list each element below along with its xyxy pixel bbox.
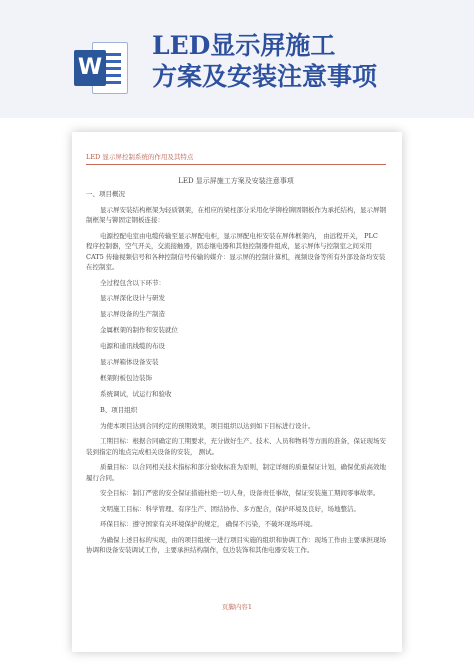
document-title: LED 显示屏施工方案及安装注意事项 xyxy=(178,177,294,185)
paragraph-10: 为确保上述目标的实现，由的项目组统一进行项目实施的组织和协调工作：现场工作由主要承担现场协调和设备安装调试工作，主要承担结构制作，包边装饰和其他电器安装工作。 xyxy=(86,535,386,554)
paragraph-6: 质量目标：以合同相关技术指标和部分验收标准为原则，制定详细的质量保证计划，确保优质高效地履行合同。 xyxy=(86,463,386,482)
document-body xyxy=(86,176,386,561)
page-footer: 页脚内容1 xyxy=(221,603,253,611)
list-item: 框架附板包边装饰 xyxy=(100,374,152,382)
paragraph-8: 文明施工目标：科学管理、有序生产、团结协作、多方配合，保护环境及良好，场地整洁。 xyxy=(100,504,360,513)
list-item: 电源和通讯线缆的布设 xyxy=(100,342,165,350)
section-heading-1: 一、项目概况 xyxy=(86,190,125,198)
list-item: 金属框架的制作和安装就位 xyxy=(100,326,178,334)
list-item: 系统调试，试运行和验收 xyxy=(100,390,172,398)
page-header: LED 显示屏控制系统的作用及其特点 xyxy=(86,152,386,165)
paragraph-9: 环保目标：遵守国家有关环境保护的规定， 确保不污染，不破坏现场环境。 xyxy=(100,520,317,528)
word-document-icon xyxy=(74,42,128,94)
paragraph-2: 电源控配电室由电缆传输至显示屏配电柜，显示屏配电柜安装在屏体框架内， 由远程开关， PLC 程序控制器，空气开关，交流接触器，固态继电器和其他控制器件组成，显示屏体与控制室之间采用 CAT5 传输视频信号和各种控制信号传输的媒介：显示屏的控制计算机，视频设备等所有外部设备均安装在控制室。 xyxy=(86,231,386,271)
paragraph-5: 工期目标：根据合同确定的工期要求，充分做好生产、技术、人员和物料等方面的准备，保证现场安装到指定的地点完成相关设备的安装， 测试。 xyxy=(86,437,386,456)
paragraph-3: 全过程包含以下环节： xyxy=(100,278,165,287)
word-w-logo-icon: W xyxy=(74,50,106,86)
section-heading-2: B、项目组织 xyxy=(100,406,138,414)
list-item: 显示屏设备的生产制造 xyxy=(100,310,165,318)
list-item: 显示屏深化设计与研发 xyxy=(100,294,165,302)
paragraph-4: 为使本项目达到合同约定的预期效果，项目组织以达到如下目标进行设计。 xyxy=(100,421,315,430)
paragraph-1: 显示屏安装结构框架为轻质钢架，在相应的梁柱部分采用化学铆栓铆固钢板作为承托结构，显示屏钢制框架与铆固定钢板连接： xyxy=(86,205,386,224)
banner-title xyxy=(152,30,462,92)
banner xyxy=(0,0,474,118)
list-item: 显示屏箱体设备安装 xyxy=(100,358,159,366)
banner-title-line2: 方案及安装注意事项 xyxy=(152,62,378,91)
paragraph-7: 安全目标：制订严密的安全保证措施杜绝一切人身，设备责任事故，保证安装施工期间零事故率。 xyxy=(100,489,380,497)
banner-title-line1: LED显示屏施工 xyxy=(152,31,336,60)
